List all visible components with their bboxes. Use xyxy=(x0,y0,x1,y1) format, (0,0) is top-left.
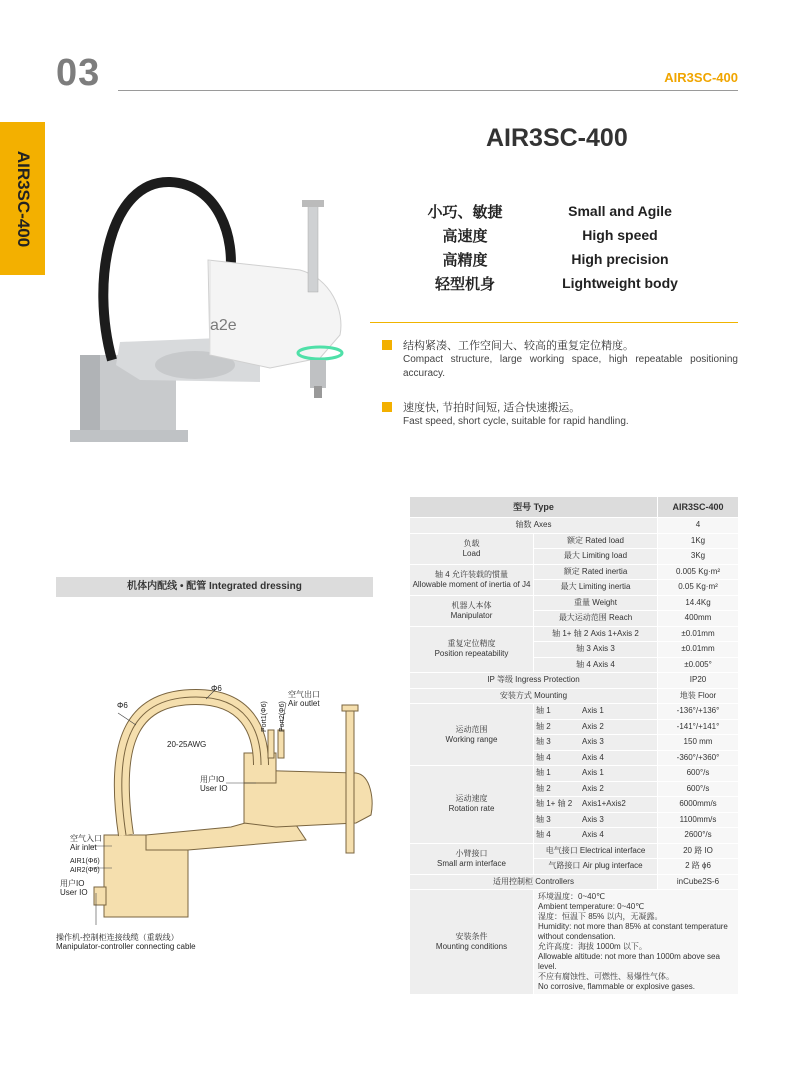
spec-row-mounting xyxy=(410,688,739,704)
spec-sublabel: 轴 4 Axis 4 xyxy=(534,750,658,766)
spec-group-repeat: 重复定位精度 Position repeatability xyxy=(410,626,534,673)
condition-line: Humidity: not more than 85% at constant temperature without condensation. xyxy=(538,922,728,941)
feature-en-1: Small and Agile xyxy=(568,203,672,219)
spec-sublabel: 轴 2 Axis 2 xyxy=(534,781,658,797)
spec-sublabel: 轴 3 Axis 3 xyxy=(534,735,658,751)
spec-sublabel: 轴 3 Axis 3 xyxy=(534,812,658,828)
spec-header-label: 型号 Type xyxy=(410,497,658,518)
label-cable-cn: 操作机-控制柜连接线缆（重载线） xyxy=(56,933,179,942)
spec-value: ±0.01mm xyxy=(658,626,739,642)
spec-sublabel: 电气接口 Electrical interface xyxy=(534,843,658,859)
label-user-io-upper-en: User IO xyxy=(200,784,228,793)
dressing-title: 机体内配线 • 配管 Integrated dressing xyxy=(127,581,302,592)
robot-logo: a2e xyxy=(210,317,237,334)
label-user-io-upper-cn: 用户IO xyxy=(200,775,225,784)
feature-cn-1: 小巧、敏捷 xyxy=(427,204,503,221)
tool-flange xyxy=(310,360,326,388)
model-title: AIR3SC-400 xyxy=(486,124,628,152)
spec-sublabel: 最大 Limiting load xyxy=(534,549,658,565)
label-phi6-top: Φ6 xyxy=(211,684,222,693)
label-cable-en: Manipulator-controller connecting cable xyxy=(56,942,196,951)
condition-line: 环境温度：0~40℃ xyxy=(538,892,606,901)
spec-label: 轴数 Axes xyxy=(410,518,658,534)
spec-value: 2 路 ϕ6 xyxy=(658,859,739,875)
condition-line: 允许高度：海拔 1000m 以下。 xyxy=(538,942,647,951)
label-awg: 20-25AWG xyxy=(167,740,207,749)
spec-row-ip xyxy=(410,673,739,689)
spec-value: IP20 xyxy=(658,673,739,689)
spec-value: 400mm xyxy=(658,611,739,627)
label-user-io-lower-cn: 用户IO xyxy=(60,879,85,888)
label-phi6-left: Φ6 xyxy=(117,701,128,710)
spec-value: ±0.005° xyxy=(658,657,739,673)
spec-value: 3Kg xyxy=(658,549,739,565)
spec-row-conditions xyxy=(410,890,739,995)
spec-group-inertia: 轴 4 允许装载的惯量 Allowable moment of inertia of J4 xyxy=(410,564,534,595)
spec-sublabel: 最大运动范围 Reach xyxy=(534,611,658,627)
spec-sublabel: 重量 Weight xyxy=(534,595,658,611)
feature-cn-2: 高速度 xyxy=(442,228,488,245)
page-number: 03 xyxy=(56,52,101,94)
spec-group-range: 运动范围 Working range xyxy=(410,704,534,766)
spec-sublabel: 轴 4 Axis 4 xyxy=(534,828,658,844)
label-air-inlet-cn: 空气入口 xyxy=(70,834,102,843)
spec-value: 1100mm/s xyxy=(658,812,739,828)
spec-sublabel: 轴 1+ 轴 2 Axis1+Axis2 xyxy=(534,797,658,813)
robot-base-plate xyxy=(70,430,188,442)
spec-header-row xyxy=(410,497,739,518)
spec-sublabel: 轴 4 Axis 4 xyxy=(534,657,658,673)
feature-cn-3: 高精度 xyxy=(442,252,488,269)
spec-value: 600°/s xyxy=(658,781,739,797)
spec-header-value: AIR3SC-400 xyxy=(658,497,739,518)
label-port1: Port1(Φ6) xyxy=(261,701,268,732)
spec-sublabel: 额定 Rated inertia xyxy=(534,564,658,580)
robot-arm-2 xyxy=(208,260,341,368)
bullet-cn-2: 速度快, 节拍时间短, 适合快速搬运。 xyxy=(403,402,581,414)
condition-line: 不应有腐蚀性、可燃性、易爆性气体。 xyxy=(538,972,674,981)
feature-en-2: High speed xyxy=(582,227,658,243)
spec-row-load xyxy=(410,533,739,549)
spec-value: 20 路 IO xyxy=(658,843,739,859)
feature-en-4: Lightweight body xyxy=(562,275,678,291)
spec-value: 0.05 Kg·m² xyxy=(658,580,739,596)
spec-sublabel: 轴 2 Axis 2 xyxy=(534,719,658,735)
spec-group-interface: 小臂接口 Small arm interface xyxy=(410,843,534,874)
spec-value: -360°/+360° xyxy=(658,750,739,766)
spec-label: IP 等级 Ingress Protection xyxy=(410,673,658,689)
spec-value: -136°/+136° xyxy=(658,704,739,720)
condition-line: No corrosive, flammable or explosive gases. xyxy=(538,982,695,991)
label-port2: Port2(Φ6) xyxy=(279,701,286,732)
spec-sublabel: 气路接口 Air plug interface xyxy=(534,859,658,875)
label-air2: AIR2(Φ6) xyxy=(70,867,100,874)
header-divider xyxy=(118,90,738,91)
spec-sublabel: 轴 1 Axis 1 xyxy=(534,704,658,720)
spec-value: -141°/+141° xyxy=(658,719,739,735)
label-air-outlet-cn: 空气出口 xyxy=(288,690,320,699)
spec-value: 0.005 Kg·m² xyxy=(658,564,739,580)
feature-en-3: High precision xyxy=(571,251,669,267)
spec-row-inertia xyxy=(410,564,739,580)
spec-value: 2600°/s xyxy=(658,828,739,844)
spec-value: 1Kg xyxy=(658,533,739,549)
spec-sublabel: 额定 Rated load xyxy=(534,533,658,549)
spec-sublabel: 轴 1+ 轴 2 Axis 1+Axis 2 xyxy=(534,626,658,642)
spec-value: 4 xyxy=(658,518,739,534)
spec-value: ±0.01mm xyxy=(658,642,739,658)
bullet-en-2: Fast speed, short cycle, suitable for rapid handling. xyxy=(403,416,629,427)
spec-group-load: 负载 Load xyxy=(410,533,534,564)
spec-value: 14.4Kg xyxy=(658,595,739,611)
spec-value: inCube2S-6 xyxy=(658,874,739,890)
bullet-en-1: Compact structure, large working space, high repeatable positioning accuracy. xyxy=(403,354,738,379)
header-model: AIR3SC-400 xyxy=(664,70,738,85)
dressing-diagram xyxy=(56,675,386,935)
spec-row-axes xyxy=(410,518,739,534)
spec-value: 150 mm xyxy=(658,735,739,751)
spec-group-rotation: 运动速度 Rotation rate xyxy=(410,766,534,844)
condition-line: Allowable altitude: not more than 1000m above sea level. xyxy=(538,952,720,971)
spec-row-controller xyxy=(410,874,739,890)
spec-row-repeat-1 xyxy=(410,626,739,642)
label-air-outlet-en: Air outlet xyxy=(288,699,320,708)
bullet-marker-1 xyxy=(382,340,392,350)
label-user-io-lower-en: User IO xyxy=(60,888,88,897)
spec-value: 600°/s xyxy=(658,766,739,782)
robot-illustration xyxy=(60,160,360,460)
spec-value: 6000mm/s xyxy=(658,797,739,813)
spec-group-conditions: 安装条件 Mounting conditions xyxy=(410,890,534,995)
spec-conditions-text xyxy=(534,890,739,995)
spec-value: 地装 Floor xyxy=(658,688,739,704)
feature-divider xyxy=(370,322,738,323)
spec-group-manipulator: 机器人本体 Manipulator xyxy=(410,595,534,626)
spec-table xyxy=(409,496,739,995)
bullet-cn-1: 结构紧凑、工作空间大、较高的重复定位精度。 xyxy=(403,340,634,352)
spec-row-range-1 xyxy=(410,704,739,720)
spec-row-rotation-1 xyxy=(410,766,739,782)
side-tab xyxy=(0,122,45,275)
condition-line: Ambient temperature: 0~40℃ xyxy=(538,902,645,911)
bullet-marker-2 xyxy=(382,402,392,412)
diagram-shaft xyxy=(346,707,354,853)
spec-label: 安装方式 Mounting xyxy=(410,688,658,704)
spec-row-interface-elec xyxy=(410,843,739,859)
label-air-inlet-en: Air inlet xyxy=(70,843,97,852)
spec-sublabel: 轴 3 Axis 3 xyxy=(534,642,658,658)
spec-row-weight xyxy=(410,595,739,611)
feature-cn-4: 轻型机身 xyxy=(434,276,495,293)
ball-screw-shaft xyxy=(308,202,318,292)
spec-sublabel: 轴 1 Axis 1 xyxy=(534,766,658,782)
side-tab-label: AIR3SC-400 xyxy=(13,150,33,247)
label-air1: AIR1(Φ6) xyxy=(70,858,100,865)
condition-line: 湿度：恒温下 85% 以内，无凝露。 xyxy=(538,912,663,921)
spec-sublabel: 最大 Limiting inertia xyxy=(534,580,658,596)
spec-label: 适用控制柜 Controllers xyxy=(410,874,658,890)
